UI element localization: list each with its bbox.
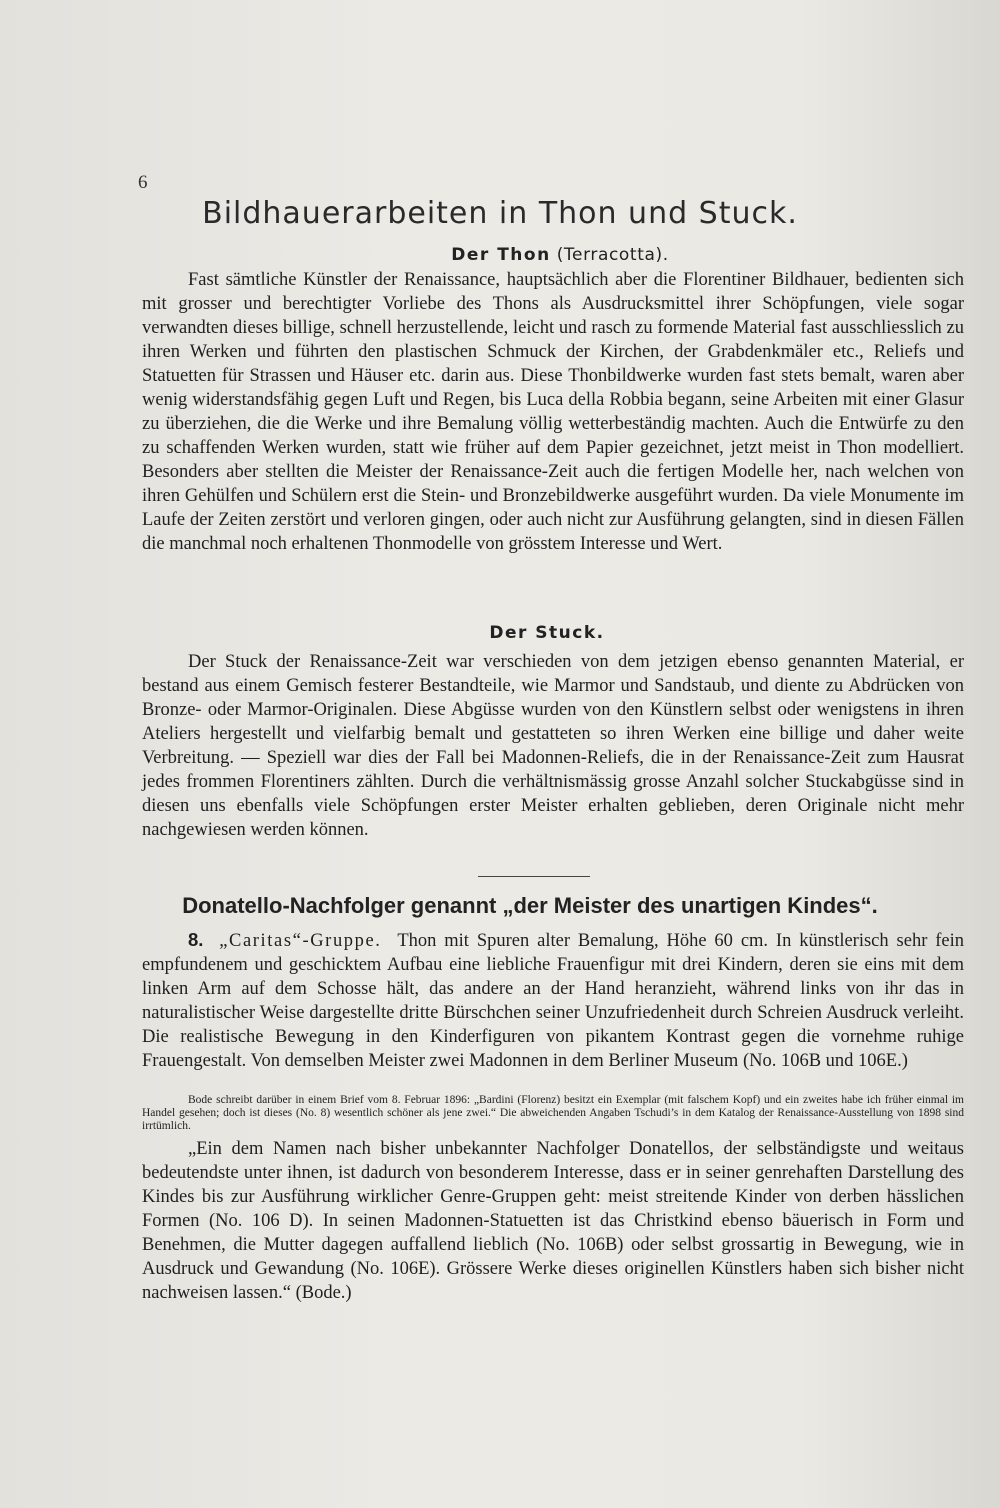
quote-text: „Ein dem Namen nach bisher unbekannter Nachfolger Donatellos, der selbständigste und weitaus bedeutendste unter ihnen, ist dadurch von besonderem Interesse, dass er in seiner genrehaften Darstellung des Kindes bis zur Ausführung wirklicher Genre-Gruppen geht: meist streitende Kinder von derben hässlichen Formen (No. 106 D). In seinen Madonnen-Statuetten ist das Christkind ebenso bäuerisch in Form und Benehmen, die Mutter dagegen auffallend lieblich (No. 106B) oder selbst grossartig in Bewegung, wie in Ausdruck und Gewandung (No. 106E). Grössere Werke dieses originellen Künstlers haben sich bisher nicht nachweisen lassen.“ (Bode.): [142, 1139, 964, 1303]
section-heading-thon-bold: Der Thon: [451, 245, 551, 265]
catalog-entry-paragraph: [142, 928, 964, 1073]
section-heading-thon-paren: (Terracotta).: [556, 245, 669, 265]
quote-block: [142, 1137, 964, 1305]
section-heading-stuck-text: Der Stuck.: [489, 623, 605, 643]
page-number: 6: [138, 172, 148, 193]
footnote-text: Bode schreibt darüber in einem Brief vom 8. Februar 1896: „Bardini (Florenz) besitzt ein Exemplar (mit falschem Kopf) und ein zweites habe ich früher einmal im Handel gesehen; doch ist dieses (No. 8) wesentlich schöner als jene zwei.“ Die abweichenden Angaben Tschudi’s in dem Katalog der Renaissance-Ausstellung von 1898 sind irrtümlich.: [142, 1094, 964, 1132]
section-divider: [478, 876, 590, 877]
entry-number: 8.: [188, 929, 204, 950]
entry-text: Thon mit Spuren alter Bemalung, Höhe 60 cm. In künstlerisch sehr fein empfundenem und geschicktem Aufbau eine liebliche Frauenfigur mit drei Kindern, deren sie eins mit dem linken Arm auf dem Schosse hält, das andere an der Hand heranzieht, während links von ihr das in naturalistischer Weise dargestellte dritte Bürschchen seiner Unzufriedenheit durch Schreien Ausdruck verleiht. Die realistische Bewegung in den Kinderfiguren von pikantem Kontrast gegen die vornehme ruhige Frauengestalt. Von demselben Meister zwei Madonnen in dem Berliner Museum (No. 106B und 106E.): [142, 931, 965, 1071]
stuck-paragraph: Der Stuck der Renaissance-Zeit war verschieden von dem jetzigen ebenso genannten Material, er bestand aus einem Gemisch festerer Bestandteile, wie Marmor und Sandstaub, und diente zu Abdrücken von Bronze- oder Marmor-Originalen. Diese Abgüsse wurden von den Künstlern selbst oder wenigstens in ihren Ateliers hergestellt und vielfarbig bemalt und gestatteten so ihren Werken eine billige und daher weite Verbreitung. — Speziell war dies der Fall bei Madonnen-Reliefs, die in der Renaissance-Zeit zum Hausrat jedes frommen Florentiners zählten. Durch die verhältnismässig grosse Anzahl solcher Stuckabgüsse sind in diesen uns ebenfalls viele Schöpfungen erster Meister erhalten geblieben, deren Originale nicht mehr nachgewiesen werden können.: [142, 652, 964, 840]
catalog-entry: [142, 928, 964, 1073]
entry-title: „Caritas“-Gruppe.: [219, 931, 382, 951]
footnote-block: [142, 1094, 964, 1133]
thon-text-block: [142, 268, 964, 556]
thon-paragraph: Fast sämtliche Künstler der Renaissance, hauptsächlich aber die Florentiner Bildhauer, bedienten sich mit grosser und berechtigter Vorliebe des Thons als Ausdrucksmittel ihrer Schöpfungen, viele sogar verwandten dieses billige, schnell herzustellende, leicht und rasch zu formende Material fast ausschliesslich zu ihren Werken und führten den plastischen Schmuck der Kirchen, der Grabdenkmäler etc., Reliefs und Statuetten für Strassen und Häuser etc. darin aus. Diese Thonbildwerke wurden fast stets bemalt, waren aber wenig widerstandsfähig gegen Luft und Regen, bis Luca della Robbia begann, seine Arbeiten mit einer Glasur zu überziehen, die die Werke und ihre Bemalung völlig wetterbeständig machten. Auch die Entwürfe zu den zu schaffenden Werken wurden, statt wie früher auf dem Papier gezeichnet, jetzt meist in Thon modelliert. Besonders aber stellten die Meister der Renaissance-Zeit auch die fertigen Modelle her, nach welchen von ihren Gehülfen und Schülern erst die Stein- und Bronzebildwerke ausgeführt wurden. Da viele Monumente im Laufe der Zeiten zerstört und verloren gingen, oder auch nicht zur Ausführung gelangten, sind in diesen Fällen die manchmal noch erhaltenen Thonmodelle von grösstem Interesse und Wert.: [142, 270, 964, 554]
donatello-heading: Donatello-Nachfolger genannt „der Meister des unartigen Kindes“.: [182, 893, 878, 918]
stuck-text-block: [142, 650, 964, 842]
section-heading-thon: [60, 245, 1000, 265]
chapter-title: Bildhauerarbeiten in Thon und Stuck.: [202, 196, 798, 231]
section-heading-stuck: [47, 623, 1000, 643]
